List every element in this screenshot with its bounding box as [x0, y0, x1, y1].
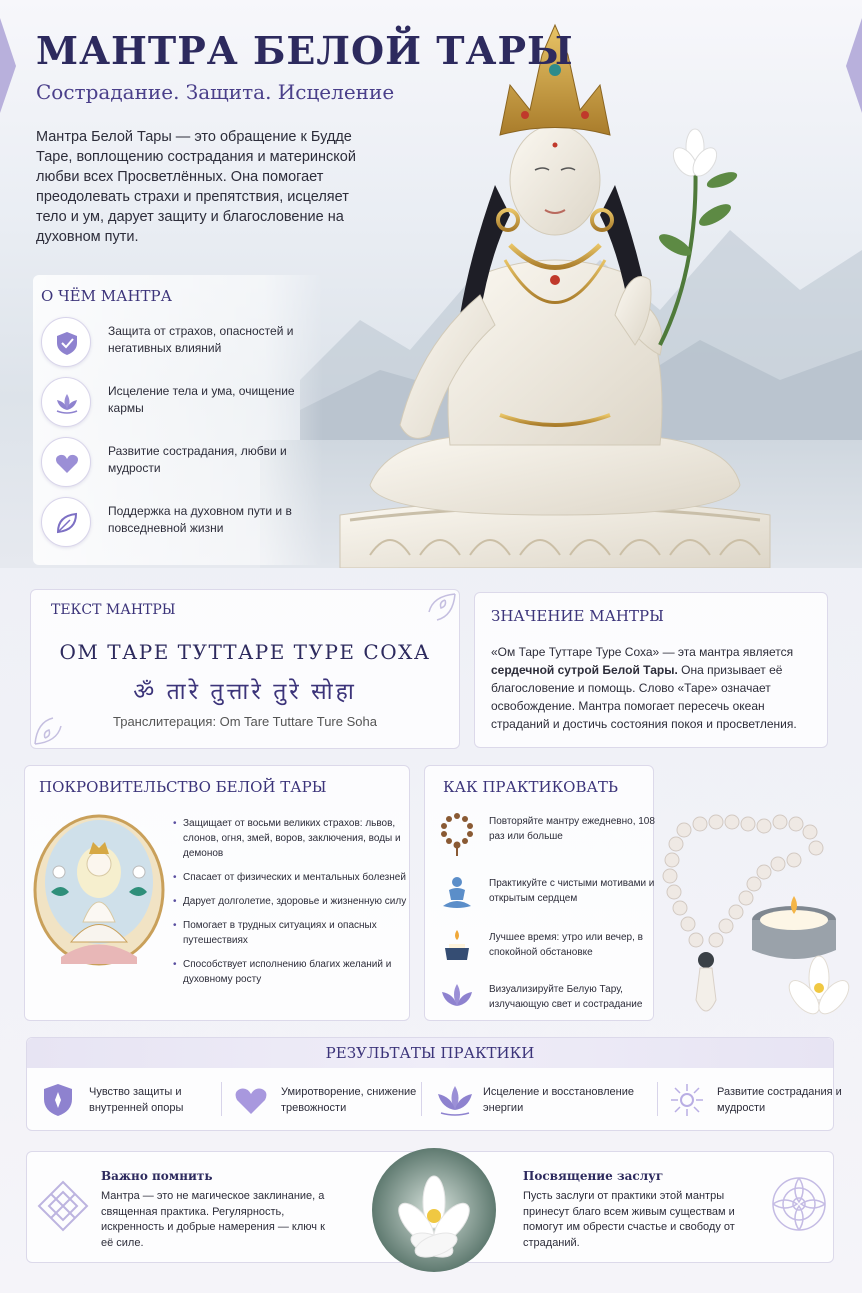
practice-item-text: Повторяйте мантру ежедневно, 108 раз или больше	[489, 816, 655, 842]
remember-text: Мантра — это не магическое заклинание, а священная практика. Регулярность, искренность и добрые намерения — ключ к её силе.	[101, 1190, 325, 1249]
practice-item-text: Лучшее время: утро или вечер, в спокойной обстановке	[489, 932, 643, 958]
about-item-text: Поддержка на духовном пути и в повседневной жизни	[108, 504, 292, 535]
mandala-icon	[769, 1174, 829, 1234]
heart-icon	[54, 450, 80, 476]
mala-beads-icon	[439, 812, 475, 858]
practice-item-text: Практикуйте с чистыми мотивами и открытым сердцем	[489, 878, 655, 904]
about-item	[41, 317, 321, 369]
practice-item	[439, 874, 659, 914]
list-item: • Помогает в трудных ситуациях и опасных путешествиях	[173, 918, 409, 948]
dedication-heading: Посвящение заслуг	[523, 1169, 664, 1183]
remember-heading: Важно помнить	[101, 1169, 213, 1183]
results-panel	[26, 1037, 842, 1131]
divider	[421, 1082, 422, 1116]
radiance-icon	[669, 1082, 705, 1118]
page-subtitle: Сострадание. Защита. Исцеление	[36, 80, 395, 104]
meaning-highlight: сердечной сутрой Белой Тары.	[491, 663, 678, 677]
about-item	[41, 437, 321, 489]
result-item-text: Развитие сострадания и мудрости	[717, 1086, 842, 1114]
left-edge-ornament	[0, 18, 18, 113]
meaning-text: «Ом Таре Туттаре Туре Соха» — эта мантра является сердечной сутрой Белой Тары. Она призывает её благословение и помощь. Слово «Таре» означает освобождение. Мантра помогает пересечь океан страданий и достичь состояния покоя и просветления.	[491, 645, 797, 731]
result-item-text: Умиротворение, снижение тревожности	[281, 1086, 417, 1114]
result-item	[435, 1078, 635, 1122]
meaning-heading: ЗНАЧЕНИЕ МАНТРЫ	[491, 607, 664, 625]
list-item: • Спасает от физических и ментальных болезней	[173, 870, 409, 885]
lotus-icon	[439, 982, 475, 1012]
dedication-text: Пусть заслуги от практики этой мантры принесут благо всем живым существам и помогут им обрести счастье и свободу от страданий.	[523, 1190, 735, 1249]
corner-ornament-icon	[423, 592, 457, 626]
lotus-photo	[372, 1148, 496, 1272]
leaf-icon	[54, 510, 80, 536]
list-item: • Защищает от восьми великих страхов: львов, слонов, огня, змей, воров, заключения, воды и демонов	[173, 816, 409, 861]
heart-icon	[233, 1084, 269, 1116]
mala-candle-lotus-photo	[654, 800, 862, 1035]
practice-card	[424, 765, 654, 1021]
about-item	[41, 377, 321, 429]
list-item: • Дарует долголетие, здоровье и жизненную силу	[173, 894, 409, 909]
lotus-icon	[435, 1084, 475, 1116]
practice-item	[439, 928, 659, 968]
meditation-icon	[441, 876, 473, 910]
list-item: • Способствует исполнению благих желаний и духовному росту	[173, 957, 409, 987]
right-edge-ornament	[844, 18, 862, 113]
result-item	[41, 1078, 241, 1122]
result-item-text: Чувство защиты и внутренней опоры	[89, 1086, 184, 1114]
patronage-heading: ПОКРОВИТЕЛЬСТВО БЕЛОЙ ТАРЫ	[39, 778, 327, 796]
shield-icon	[41, 1082, 75, 1118]
divider	[657, 1082, 658, 1116]
page-title: МАНТРА БЕЛОЙ ТАРЫ	[36, 28, 574, 73]
mantra-text-heading: ТЕКСТ МАНТРЫ	[51, 602, 176, 618]
practice-item-text: Визуализируйте Белую Тару, излучающую свет и сострадание	[489, 984, 643, 1010]
meaning-card	[474, 592, 828, 748]
tara-thangka-image	[31, 812, 167, 972]
white-tara-statue	[330, 15, 780, 568]
divider	[221, 1082, 222, 1116]
practice-item	[439, 812, 659, 852]
lotus-icon	[54, 390, 80, 416]
about-item	[41, 497, 321, 549]
result-item-text: Исцеление и восстановление энергии	[483, 1086, 634, 1114]
about-item-text: Развитие сострадания, любви и мудрости	[108, 444, 287, 475]
result-item	[233, 1078, 433, 1122]
mantra-transliteration: Транслитерация: Om Tare Tuttare Ture Soha	[113, 714, 377, 729]
patronage-card	[24, 765, 410, 1021]
about-item-text: Исцеление тела и ума, очищение кармы	[108, 384, 295, 415]
mantra-russian: ОМ ТАРЕ ТУТТАРЕ ТУРЕ СОХА	[59, 640, 431, 664]
about-item-text: Защита от страхов, опасностей и негативных влияний	[108, 324, 294, 355]
results-heading: РЕЗУЛЬТАТЫ ПРАКТИКИ	[325, 1044, 535, 1062]
bottom-panel	[26, 1151, 834, 1263]
patronage-list	[173, 816, 409, 996]
about-mantra-panel	[33, 275, 323, 565]
about-heading: О ЧЁМ МАНТРА	[41, 287, 172, 305]
mantra-devanagari: ॐ तारे तुत्तारे तुरे सोहा	[133, 678, 357, 704]
practice-item	[439, 980, 659, 1020]
shield-icon	[54, 330, 80, 356]
endless-knot-icon	[35, 1178, 91, 1234]
practice-heading: КАК ПРАКТИКОВАТЬ	[443, 778, 618, 796]
intro-text: Мантра Белой Тары — это обращение к Будде Таре, воплощению сострадания и материнской любви всех Просветлённых. Она помогает преодолевать страхи и препятствия, исцеляет тело и ум, дарует защиту и благословение на духовном пути.	[36, 129, 356, 245]
mantra-text-card	[30, 589, 460, 749]
result-item	[669, 1078, 862, 1122]
candle-icon	[441, 928, 473, 962]
